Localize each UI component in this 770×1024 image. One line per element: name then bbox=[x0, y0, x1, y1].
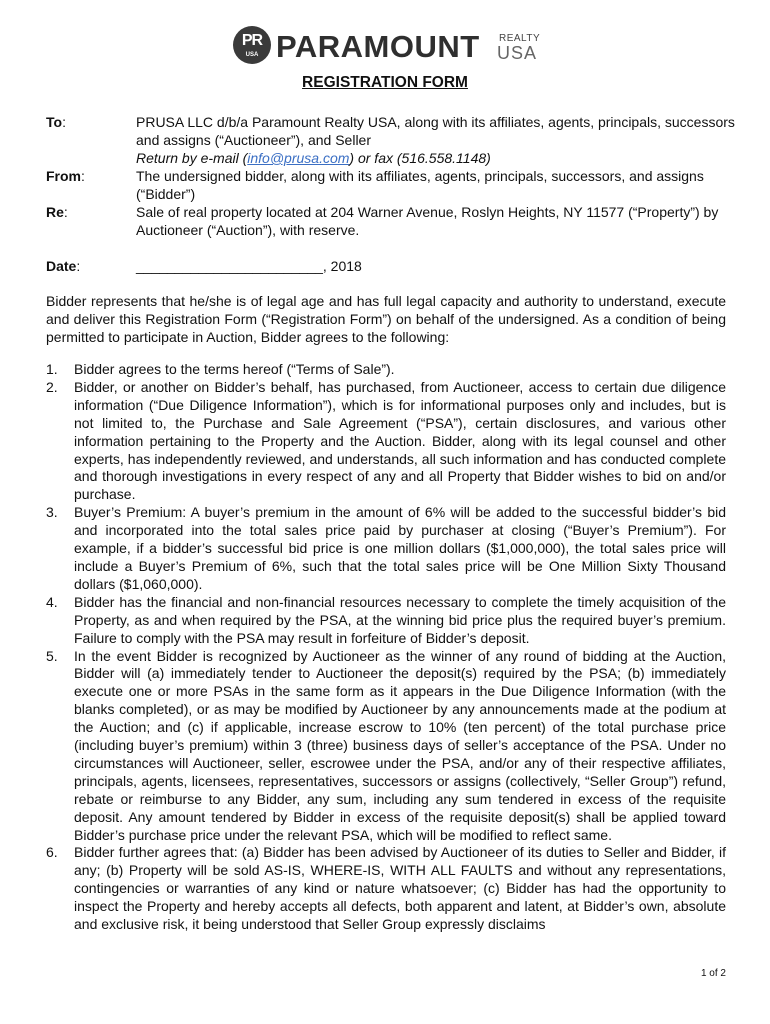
item-number: 6. bbox=[46, 844, 58, 861]
logo-seal-usa: USA bbox=[245, 52, 259, 58]
list-item bbox=[46, 361, 726, 379]
date-year: , 2018 bbox=[322, 258, 362, 274]
list-item bbox=[46, 504, 726, 594]
to-label: To bbox=[46, 114, 63, 130]
re-text: Sale of real property located at 204 Warner Avenue, Roslyn Heights, NY 11577 (“Property”) by Auctioneer (“Auction”), with reserve. bbox=[136, 204, 719, 238]
item-text: In the event Bidder is recognized by Auctioneer as the winner of any round of bidding at the Auction, Bidder will (a) immediately tender to Auctioneer the deposit(s) required by the PSA; (b) immediately execute one or more PSAs in the same form as it appears in the Due Diligence Information (with the blanks completed), or as may be modified by Auctioneer by any announcements made at the podium at the Auction; and (c) if applicable, increase escrow to 10% (ten percent) of the total purchase price (including buyer’s premium) within 3 (three) business days of seller’s acceptance of the PSA. Under no circumstances will Auctioneer, seller, escrowee under the PSA, and/or any of their respective affiliates, principals, agents, licensees, representatives, successors or assigns (collectively, “Seller Group”) refund, rebate or reimburse to any Bidder, any sum, including any sum tendered in excess of the requisite deposit. Any amount tendered by Bidder in excess of the requisite deposit(s) shall be applied toward Bidder’s purchase price under the relevant PSA, which will be modified to reflect same. bbox=[74, 647, 726, 843]
item-text: Buyer’s Premium: A buyer’s premium in the amount of 6% will be added to the successful bidder’s bid and incorporated into the total sales price paid by purchaser at closing (“Buyer’s Premium”). For example, if a bidder’s successful bid price is one million dollars ($1,000,000), the total sales price will include a Buyer’s Premium of 6%, such that the total sales price will be One Million Sixty Thousand dollars ($1,060,000). bbox=[74, 504, 726, 592]
logo-realty: REALTY bbox=[499, 33, 541, 44]
to-text: PRUSA LLC d/b/a Paramount Realty USA, along with its affiliates, agents, principals, successors and assigns (“Auctioneer”), and Seller bbox=[136, 114, 735, 148]
item-text: Bidder has the financial and non-financial resources necessary to complete the timely acquisition of the Property, as and when required by the PSA, at the winning bid price plus the required buyer’s premium. Failure to comply with the PSA may result in forfeiture of Bidder’s deposit. bbox=[74, 593, 726, 646]
page-number: 1 of 2 bbox=[700, 968, 726, 979]
list-item bbox=[46, 379, 726, 504]
item-text: Bidder further agrees that: (a) Bidder has been advised by Auctioneer of its duties to Seller and Bidder, if any; (b) Property will be sold AS-IS, WHERE-IS, WITH ALL FAULTS and without any representations, contingencies or warranties of any kind or nature whatsoever; (c) Bidder has had the opportunity to inspect the Property and hereby accepts all defects, both apparent and latent, at Bidder’s own, absolute and exclusive risk, it being understood that Seller Group expressly disclaims bbox=[74, 844, 726, 933]
list-item bbox=[46, 844, 726, 934]
logo-wordmark: PARAMOUNT bbox=[276, 29, 480, 64]
item-number: 2. bbox=[46, 378, 58, 395]
item-number: 3. bbox=[46, 504, 58, 521]
item-text: Bidder, or another on Bidder’s behalf, has purchased, from Auctioneer, access to certain due diligence information (“Due Diligence Information”), which is for informational purposes only and includes, but is not limited to, the Purchase and Sale Agreement (“PSA”), certain disclosures, and various other information pertaining to the Property and the Auction. Bidder, along with its legal counsel and other experts, has independently reviewed, and understands, all such information and has conducted complete and thorough investigations in every respect of any and all Property that Bidder wishes to bid on and/or purchase. bbox=[74, 378, 726, 503]
date-label: Date bbox=[46, 258, 77, 274]
from-label: From bbox=[46, 168, 81, 184]
return-instructions: Return by e-mail (info@prusa.com) or fax (516.558.1148) bbox=[136, 150, 491, 166]
logo-seal-letters: PR bbox=[241, 32, 263, 49]
from-text: The undersigned bidder, along with its affiliates, agents, principals, successors, and assigns (“Bidder”) bbox=[136, 168, 704, 202]
logo-seal-icon bbox=[233, 26, 271, 64]
paramount-logo bbox=[0, 24, 770, 68]
item-number: 1. bbox=[46, 361, 58, 377]
terms-list bbox=[46, 361, 726, 934]
logo-usa: USA bbox=[497, 43, 538, 63]
item-number: 4. bbox=[46, 593, 58, 610]
form-title: REGISTRATION FORM bbox=[302, 74, 468, 91]
date-blank-field[interactable]: ________________________ bbox=[136, 258, 323, 274]
list-item bbox=[46, 594, 726, 648]
re-label: Re bbox=[46, 204, 64, 220]
email-link[interactable]: info@prusa.com bbox=[247, 150, 350, 166]
intro-paragraph: Bidder represents that he/she is of legal age and has full legal capacity and authority to understand, execute and deliver this Registration Form (“Registration Form”) on behalf of the undersigned. As a condition of being permitted to participate in Auction, Bidder agrees to the following: bbox=[46, 293, 726, 345]
item-text: Bidder agrees to the terms hereof (“Terms of Sale”). bbox=[74, 361, 395, 377]
list-item bbox=[46, 648, 726, 845]
item-number: 5. bbox=[46, 647, 58, 664]
